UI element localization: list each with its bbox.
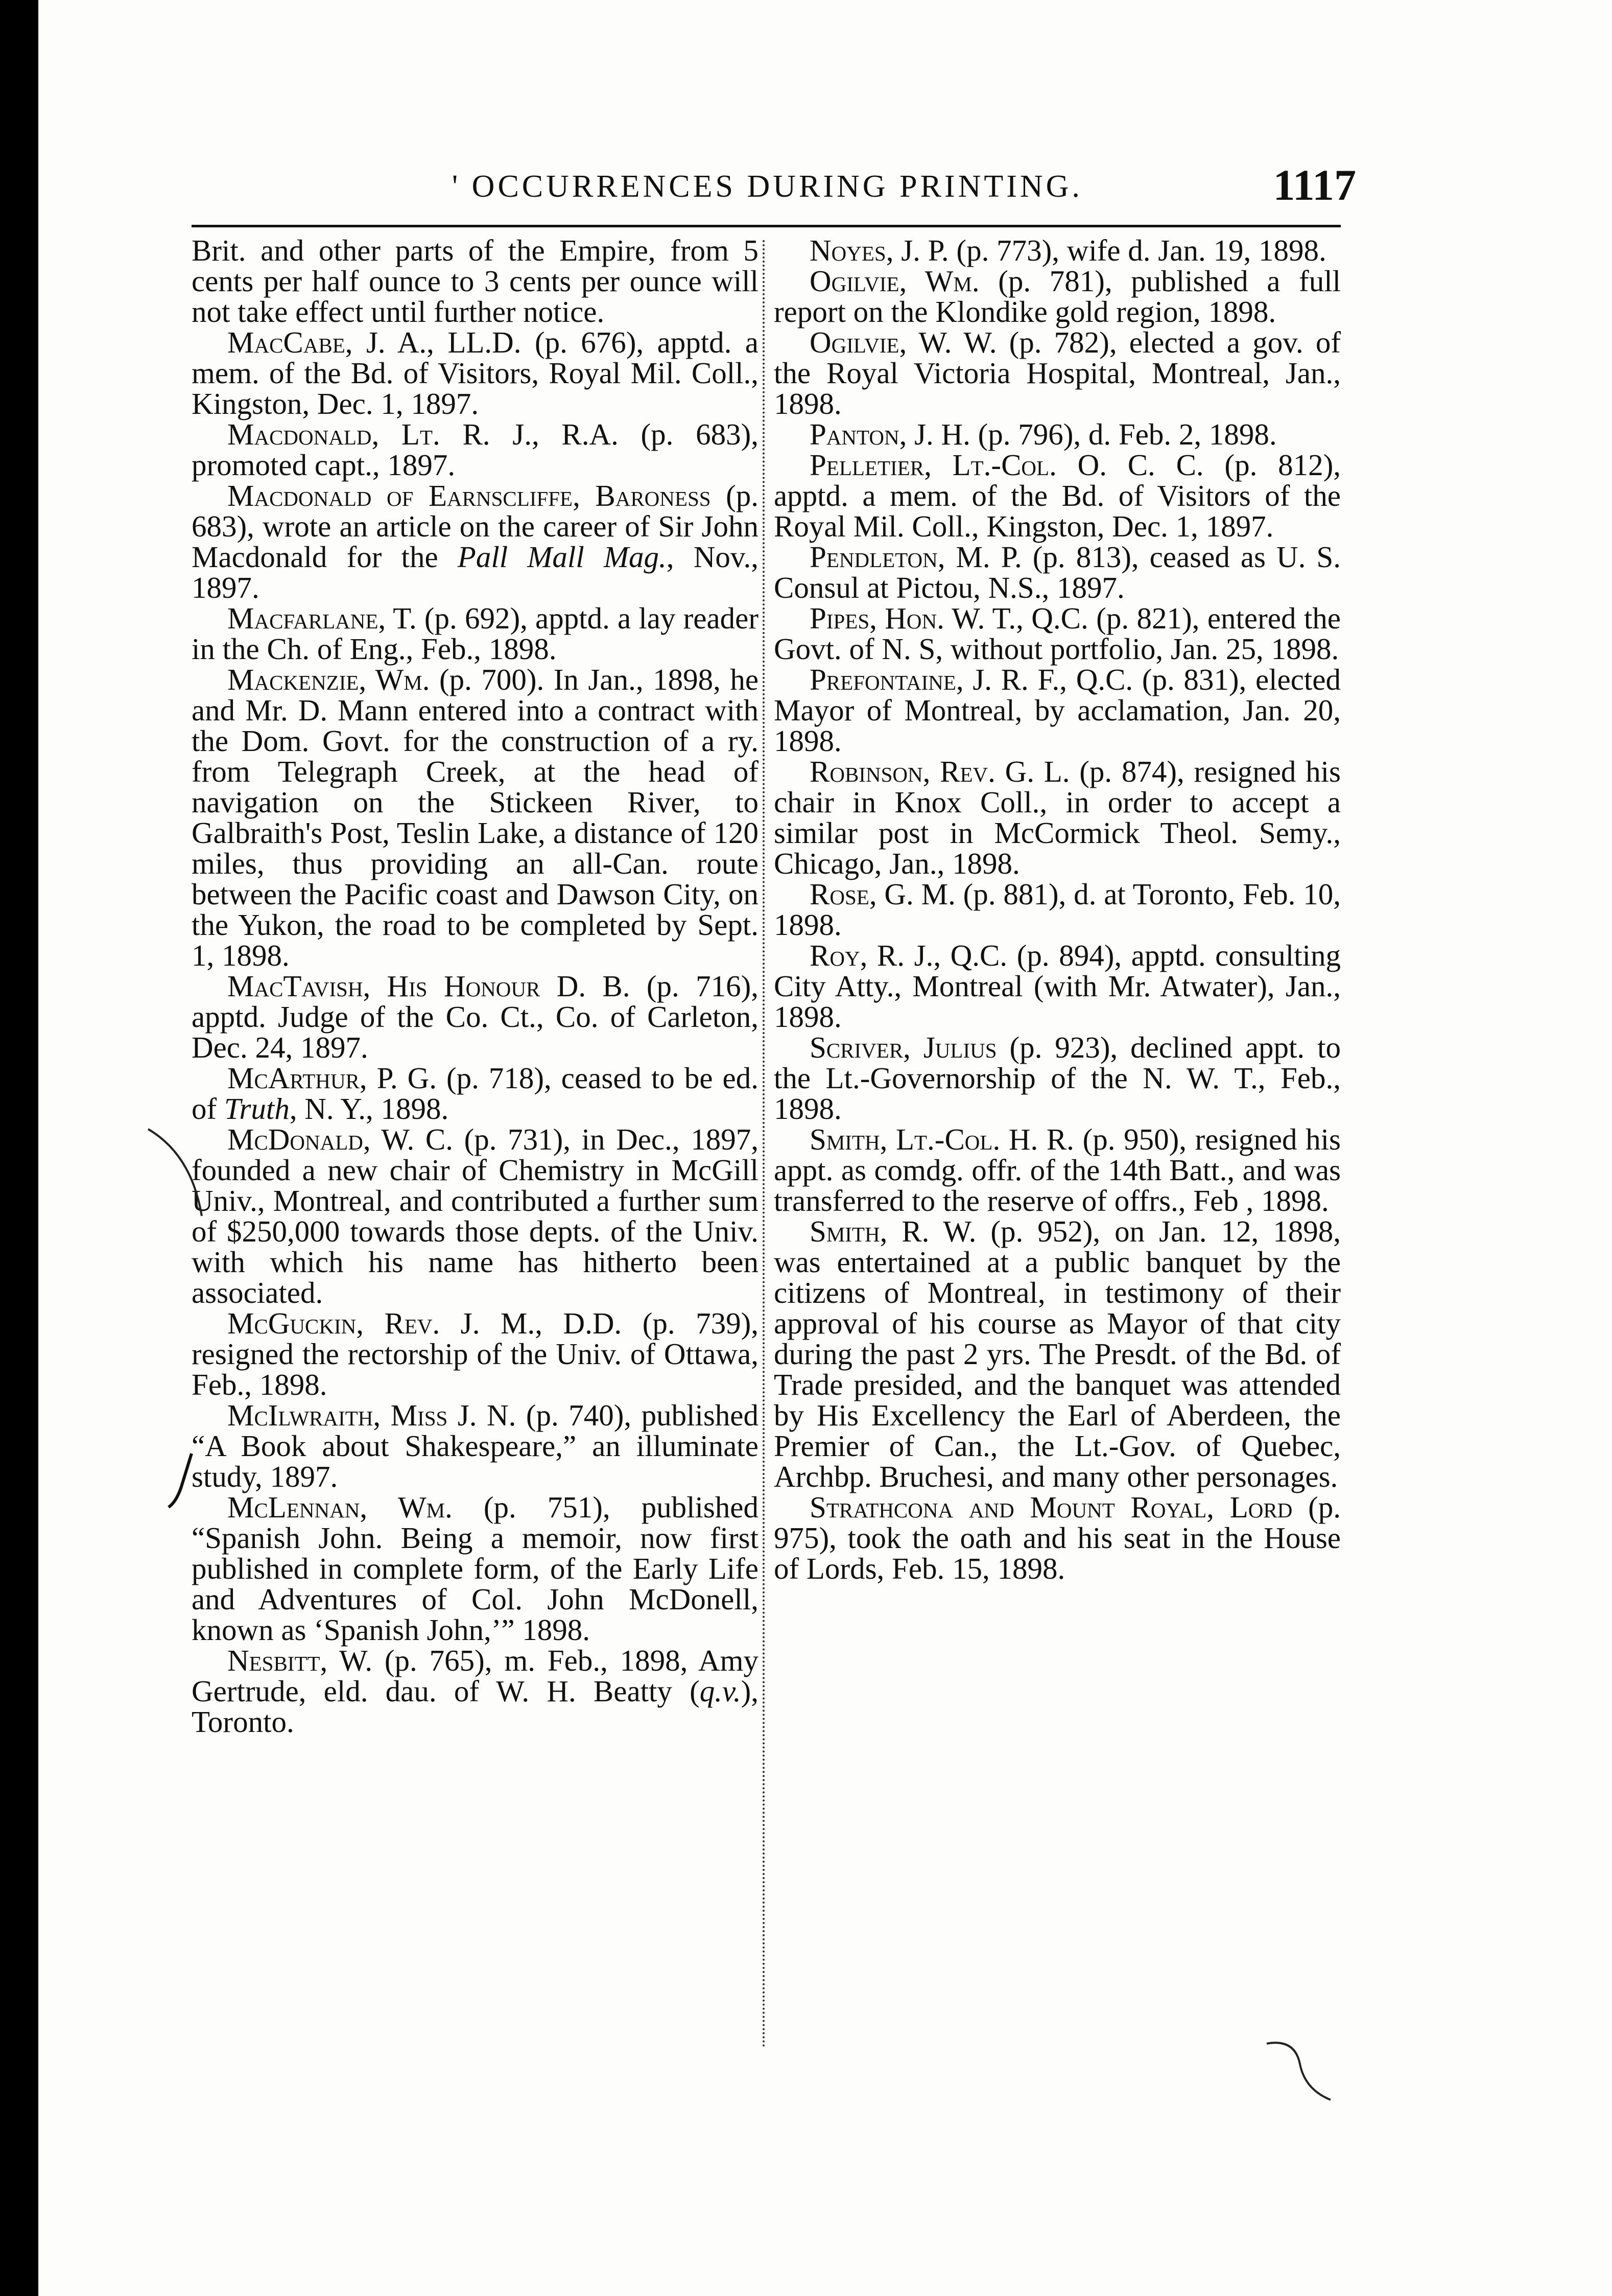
entry-name: Prefontaine xyxy=(810,663,956,696)
entry-text: (p. 751), published “Spanish John. Being a memoir, now first published in complete form, of the Early Life and Adventures of Col. John McDonell, known as ‘Spanish John,’” 1898. xyxy=(192,1490,758,1647)
entry xyxy=(774,756,1341,879)
entry-name: McLennan, Wm. xyxy=(227,1490,453,1524)
entry xyxy=(192,1492,758,1645)
entry-name: Macdonald, Lt. R. J., R.A. xyxy=(227,417,619,451)
entry-text: , W. (p. 765), m. Feb., 1898, Amy Gertrude, eld. dau. of W. H. Beatty ( xyxy=(192,1644,758,1708)
entry-name: Macfarlane xyxy=(227,601,378,635)
entry xyxy=(192,1400,758,1492)
entry-text: (p. 700). In Jan., 1898, he and Mr. D. Mann entered into a contract with the Dom. Govt. for the construction of a ry. from Telegraph Creek, at the head of navigation on the Stickeen River, to Galbraith's Post, Teslin Lake, a distance of 120 miles, thus providing an all-Can. route between the Pacific coast and Dawson City, on the Yukon, the road to be completed by Sept. 1, 1898. xyxy=(192,663,759,972)
entry-text: , W. C. (p. 731), in Dec., 1897, founded a new chair of Chemistry in McGill Univ., Montreal, and contributed a further sum of $250,000 towards those depts. of the Univ. with which his name has hitherto been associated. xyxy=(192,1122,758,1309)
entry xyxy=(192,1124,758,1308)
entry-tail: , N. Y., 1898. xyxy=(289,1092,449,1126)
entry-name: McDonald xyxy=(227,1122,363,1156)
entry xyxy=(192,603,758,664)
entry-text: , J. A., LL.D. (p. 676), apptd. a mem. of the Bd. of Visitors, Royal Mil. Coll., Kingston, Dec. 1, 1897. xyxy=(192,325,758,420)
entry xyxy=(774,450,1341,542)
entry xyxy=(774,664,1341,756)
entry-text: , R. W. (p. 952), on Jan. 12, 1898, was entertained at a public banquet by the citizens of Montreal, in testimony of their approval of his course as Mayor of that city during the past 2 yrs. The Presdt. of the Bd. of Trade presided, and the banquet was attended by His Excellency the Earl of Aberdeen, the Premier of Can., the Lt.-Gov. of Quebec, Archbp. Bruchesi, and many other personages. xyxy=(774,1214,1341,1493)
entry-name: Roy xyxy=(810,939,860,972)
entry-name: Mackenzie, Wm. xyxy=(227,663,430,696)
entry-name: McGuckin, Rev. xyxy=(227,1306,440,1340)
entry-text: , G. M. (p. 881), d. at Toronto, Feb. 10, 1898. xyxy=(774,877,1341,942)
entry xyxy=(192,327,758,419)
entry-name: Scriver, Julius xyxy=(810,1030,997,1064)
page-number: 1117 xyxy=(1273,160,1356,209)
entry-name: Ogilvie, Wm. xyxy=(810,264,980,298)
entry xyxy=(192,971,758,1063)
entry-text: Brit. and other parts of the Empire, from 5 cents per half ounce to 3 cents per ounce will not take effect until further notice. xyxy=(192,233,758,329)
entry-name: Smith xyxy=(810,1214,880,1248)
entry-italic: Truth xyxy=(224,1092,290,1126)
entry xyxy=(774,542,1341,603)
entry-text: J. M., D.D. (p. 739), resigned the rectorship of the Univ. of Ottawa, Feb., 1898. xyxy=(192,1306,758,1401)
entry xyxy=(192,480,758,603)
entry-name: McArthur xyxy=(227,1061,360,1095)
entry-name: Pendleton xyxy=(810,540,938,574)
entry-name: Strathcona and Mount Royal, Lord xyxy=(810,1490,1293,1524)
entry-name: Panton xyxy=(810,417,899,451)
entry-name: Pipes, Hon. xyxy=(810,601,944,635)
entry xyxy=(774,879,1341,940)
entry-name: Nesbitt xyxy=(227,1644,320,1677)
entry-name: Pelletier, Lt.-Col. xyxy=(810,448,1057,482)
entry-text: D. B. (p. 716), apptd. Judge of the Co. Ct., Co. of Carleton, Dec. 24, 1897. xyxy=(192,969,759,1064)
entry-text: , J. R. F., Q.C. (p. 831), elected Mayor of Montreal, by acclamation, Jan. 20, 1898. xyxy=(774,663,1341,758)
entry-text: (p. 923), declined appt. to the Lt.-Governorship of the N. W. T., Feb., 1898. xyxy=(774,1030,1341,1126)
entry-name: MacTavish, His Honour xyxy=(227,969,540,1003)
entry xyxy=(192,1063,758,1124)
entry-name: Macdonald of Earnscliffe, Baroness xyxy=(227,479,711,512)
book-page xyxy=(38,0,1612,2296)
entry xyxy=(774,603,1341,664)
entry xyxy=(192,1645,758,1737)
entry-text: (p. 683), promoted capt., 1897. xyxy=(192,417,758,482)
entry xyxy=(774,266,1341,327)
entry-name: Smith, Lt.-Col. xyxy=(810,1122,1001,1156)
entry-text: J. N. (p. 740), published “A Book about Shakespeare,” an illuminate study, 1897. xyxy=(192,1398,758,1493)
entry xyxy=(774,419,1341,450)
entry xyxy=(192,664,758,971)
entry-tail: ), Toronto. xyxy=(192,1674,758,1739)
entry xyxy=(774,1124,1341,1216)
entry xyxy=(192,1308,758,1400)
entry xyxy=(192,419,758,480)
entry-name: Ogilvie xyxy=(810,325,899,359)
margin-pencil-mark xyxy=(146,1124,207,1221)
entry xyxy=(774,327,1341,419)
entry-name: Rose xyxy=(810,877,869,911)
running-header xyxy=(212,153,1356,209)
entry-name: Robinson, Rev. xyxy=(810,755,995,788)
entry-text: (p. 781), published a full report on the Klondike gold region, 1898. xyxy=(774,264,1341,329)
entry-text: (p. 975), took the oath and his seat in the House of Lords, Feb. 15, 1898. xyxy=(774,1490,1341,1585)
entry-text: , J. H. (p. 796), d. Feb. 2, 1898. xyxy=(899,417,1277,451)
entry-tail: , Nov., 1897. xyxy=(192,540,758,604)
entry-text: G. L. (p. 874), resigned his chair in Knox Coll., in order to accept a similar post in McCormick Theol. Semy., Chicago, Jan., 1898. xyxy=(774,755,1341,880)
margin-tick-mark xyxy=(166,1451,197,1512)
entry-text: , J. P. (p. 773), wife d. Jan. 19, 1898. xyxy=(886,233,1326,267)
entry-name: MacCabe xyxy=(227,325,345,359)
entry xyxy=(774,1032,1341,1124)
entry-name: Noyes xyxy=(810,233,886,267)
column-divider xyxy=(763,240,765,2049)
right-column xyxy=(774,235,1341,2084)
entry-name: McIlwraith, Miss xyxy=(227,1398,448,1432)
margin-hook-mark xyxy=(1264,2033,1336,2105)
left-column xyxy=(192,235,758,2084)
entry-text: , T. (p. 692), apptd. a lay reader in the Ch. of Eng., Feb., 1898. xyxy=(192,601,758,666)
entry-italic: Pall Mall Mag. xyxy=(457,540,667,574)
entry-text: H. R. (p. 950), resigned his appt. as comdg. offr. of the 14th Batt., and was transferred to the reserve of offrs., Feb , 1898. xyxy=(774,1122,1341,1217)
entry-text: , W. W. (p. 782), elected a gov. of the Royal Victoria Hospital, Montreal, Jan., 1898. xyxy=(774,325,1341,420)
entry-text: , M. P. (p. 813), ceased as U. S. Consul at Pictou, N.S., 1897. xyxy=(774,540,1341,604)
entry xyxy=(192,235,758,327)
entry-text: , R. J., Q.C. (p. 894), apptd. consulting City Atty., Montreal (with Mr. Atwater), Jan., 1898. xyxy=(774,939,1341,1034)
entry-text: W. T., Q.C. (p. 821), entered the Govt. of N. S, without portfolio, Jan. 25, 1898. xyxy=(774,601,1341,666)
entry xyxy=(774,235,1341,266)
header-rule xyxy=(192,225,1341,227)
entry xyxy=(774,940,1341,1032)
entry-italic: q.v. xyxy=(699,1674,741,1708)
entry xyxy=(774,1492,1341,1584)
running-title: ' OCCURRENCES DURING PRINTING. xyxy=(452,169,1083,204)
entry xyxy=(774,1216,1341,1492)
entry-text: , P. G. (p. 718), ceased to be ed. of xyxy=(192,1061,758,1126)
entry-text: O. C. C. (p. 812), apptd. a mem. of the Bd. of Visitors of the Royal Mil. Coll., Kingston, Dec. 1, 1897. xyxy=(774,448,1341,543)
entry-text: (p. 683), wrote an article on the career of Sir John Macdonald for the xyxy=(192,479,758,574)
